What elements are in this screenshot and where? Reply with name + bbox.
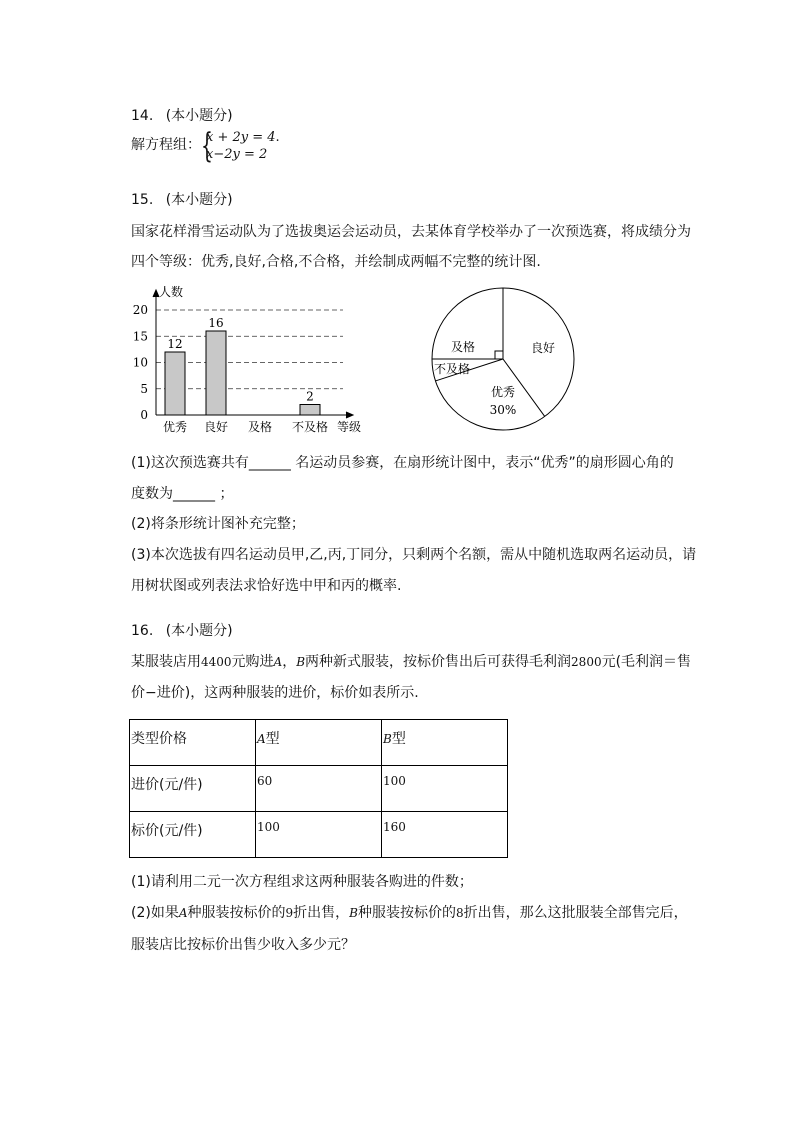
q16-header bbox=[131, 620, 233, 640]
q15-stem-line1: 国家花样滑雪运动队为了选拔奥运会运动员，去某体育学校举办了一次预选赛，将成绩分为 bbox=[131, 224, 691, 240]
y-tick-label: 0 bbox=[140, 408, 148, 422]
q16-stem-line2: 价−进价)，这两种服装的进价，标价如表所示. bbox=[131, 685, 419, 701]
bar-value-label: 16 bbox=[208, 316, 224, 330]
table-cell: 60 bbox=[256, 766, 382, 812]
table-row bbox=[130, 812, 508, 858]
table-row bbox=[130, 766, 508, 812]
table-cell: 100 bbox=[382, 766, 508, 812]
table-cell: 160 bbox=[382, 812, 508, 858]
q14-equation-2: x−2y = 2 bbox=[206, 147, 268, 162]
pie-slice-label: 良好 bbox=[530, 341, 556, 355]
y-axis-label: 人数 bbox=[159, 285, 184, 299]
bar bbox=[165, 352, 185, 415]
q15-part3-line1: (3)本次选拔有四名运动员甲,乙,丙,丁同分，只剩两个名额，需从中随机选取两名运动员，请 bbox=[131, 547, 697, 563]
x-axis-arrow bbox=[346, 412, 353, 418]
q16-part2-line2: 服装店比按标价出售少收入多少元？ bbox=[131, 937, 355, 953]
q14-equation-1: x + 2y = 4. bbox=[206, 130, 280, 145]
q15-part1-line2: 度数为______ ； bbox=[131, 486, 234, 502]
table-cell: 类型价格 bbox=[130, 720, 256, 766]
q16-score: (本小题分) bbox=[165, 623, 233, 639]
table-cell: A型 bbox=[256, 720, 382, 766]
q15-stem-line2: 四个等级：优秀,良好,合格,不合格，并绘制成两幅不完整的统计图. bbox=[131, 254, 541, 270]
q14-number: 14. bbox=[131, 108, 154, 124]
x-tick-label: 不及格 bbox=[291, 420, 329, 434]
q16-number: 16. bbox=[131, 623, 154, 639]
table-cell: 标价(元/件) bbox=[130, 812, 256, 858]
x-tick-label: 良好 bbox=[203, 420, 229, 434]
price-table bbox=[129, 719, 508, 858]
table-cell: 100 bbox=[256, 812, 382, 858]
q16-part1: (1)请利用二元一次方程组求这两种服装各购进的件数； bbox=[131, 874, 473, 890]
bar-chart-marks bbox=[165, 316, 320, 415]
y-tick-label: 15 bbox=[132, 329, 148, 344]
table-header-row bbox=[130, 720, 508, 766]
q15-score: (本小题分) bbox=[165, 192, 233, 208]
x-axis-label: 等级 bbox=[337, 420, 362, 434]
q14-header bbox=[131, 105, 233, 125]
pie-slice-label: 不及格 bbox=[433, 362, 471, 376]
q15-header bbox=[131, 189, 233, 209]
q16-stem-line1: 某服装店用4400元购进A，B两种新式服装，按标价售出后可获得毛利润2800元(毛利润＝售 bbox=[131, 654, 692, 670]
bar bbox=[300, 405, 320, 416]
x-tick-label: 优秀 bbox=[162, 420, 188, 434]
q15-part3-line2: 用树状图或列表法求恰好选中甲和丙的概率. bbox=[131, 578, 402, 594]
bar bbox=[206, 331, 226, 415]
q14-brace: { bbox=[201, 126, 213, 166]
pie-chart bbox=[430, 286, 580, 436]
pie-percent-label: 30% bbox=[489, 403, 517, 417]
q14-score: (本小题分) bbox=[165, 108, 233, 124]
y-tick-label: 5 bbox=[140, 381, 148, 396]
y-tick-label: 20 bbox=[132, 303, 148, 317]
bar-value-label: 2 bbox=[306, 389, 314, 404]
x-tick-label: 及格 bbox=[247, 420, 273, 434]
table-cell: 进价(元/件) bbox=[130, 766, 256, 812]
bar-chart bbox=[128, 280, 378, 440]
q15-part2: (2)将条形统计图补充完整； bbox=[131, 516, 305, 532]
pie-slice-label: 优秀 bbox=[490, 385, 516, 399]
table-cell: B型 bbox=[382, 720, 508, 766]
q15-part1-line1: (1)这次预选赛共有______ 名运动员参赛，在扇形统计图中，表示“优秀”的扇形圆心角的 bbox=[131, 455, 674, 471]
q16-part2-line1: (2)如果A种服装按标价的9折出售，B种服装按标价的8折出售，那么这批服装全部售完后， bbox=[131, 905, 688, 921]
y-tick-label: 10 bbox=[132, 355, 148, 370]
q15-number: 15. bbox=[131, 192, 154, 208]
bar-value-label: 12 bbox=[167, 337, 183, 351]
q14-prompt: 解方程组： bbox=[131, 137, 201, 153]
pie-slice-label: 及格 bbox=[450, 340, 476, 354]
